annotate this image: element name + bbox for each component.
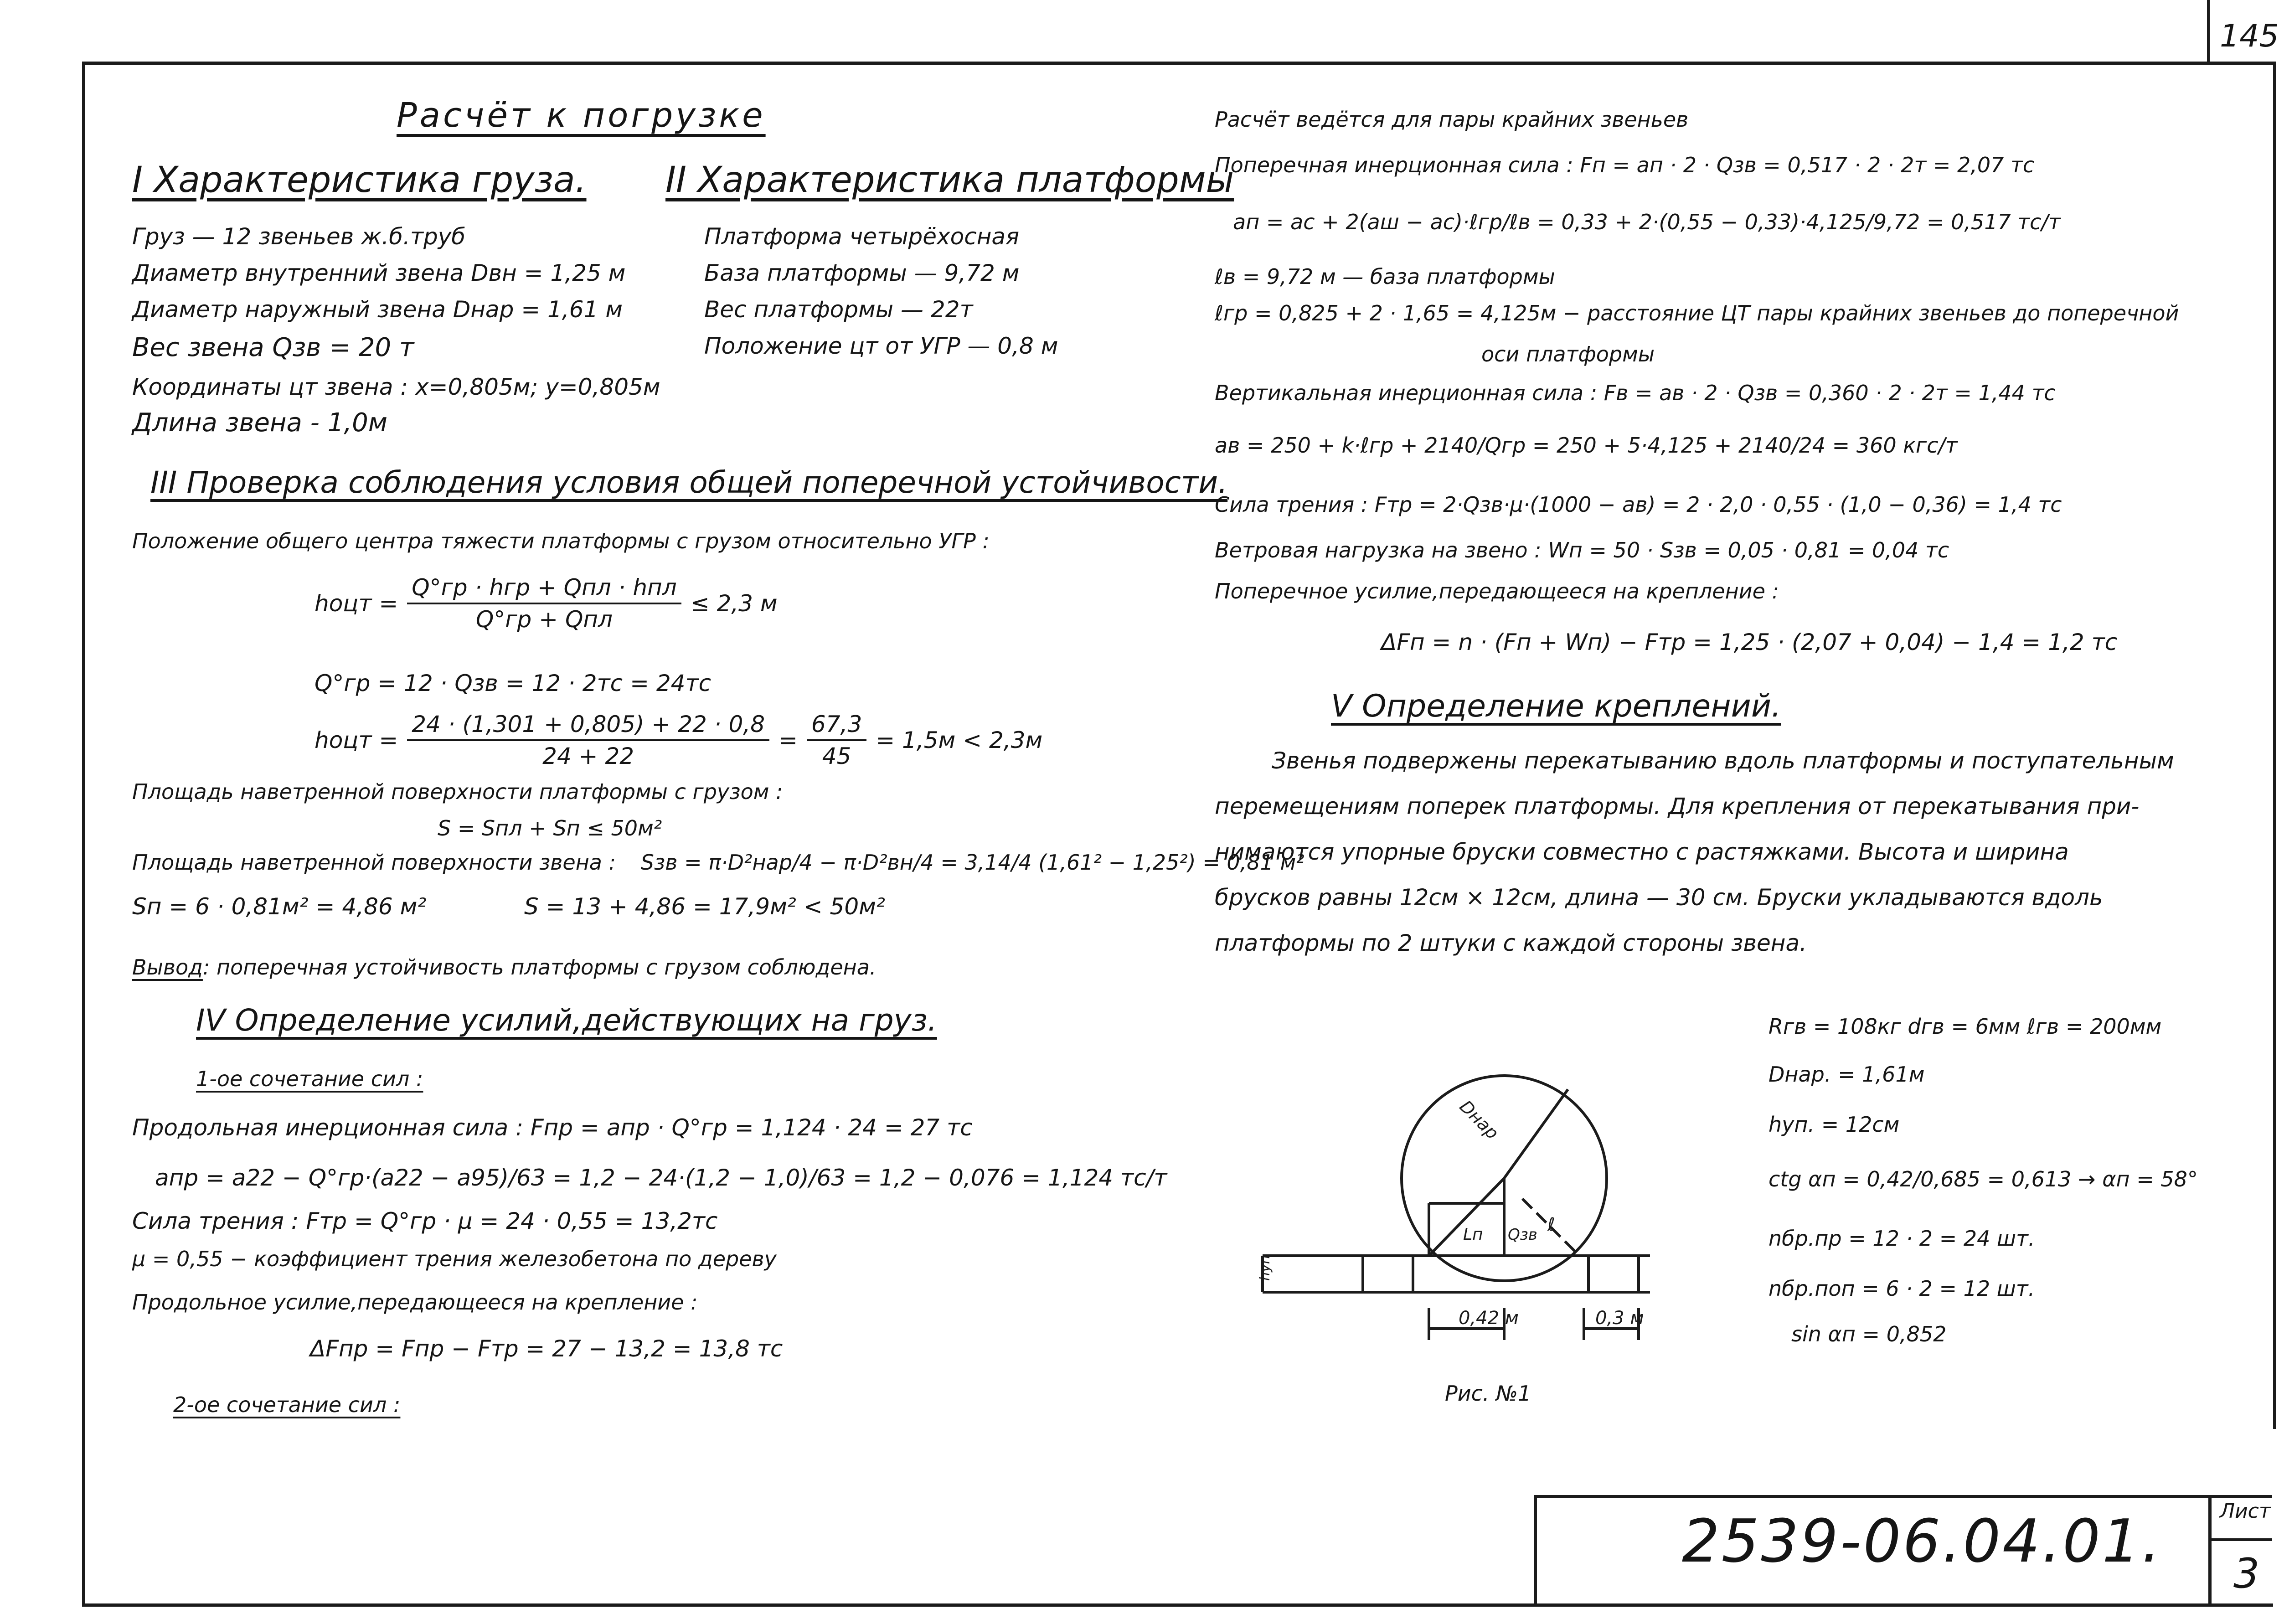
long-transfer: Продольное усилие,передающееся на крепление : [132,1290,698,1315]
right-line: оси платформы [1481,342,1655,366]
label-q: Qзв [1508,1226,1537,1244]
right-line: Вертикальная инерционная сила : Fв = aв · 2 · Qзв = 0,360 · 2 · 2т = 1,44 тс [1215,381,2056,405]
right-line: Ветровая нагрузка на звено : Wп = 50 · Sзв = 0,05 · 0,81 = 0,04 тс [1215,538,1949,562]
section-1-heading: I Характеристика груза. [132,160,587,201]
sec3-intro: Положение общего центра тяжести платформы с грузом относительно УГР : [132,529,990,553]
page-number-divider [2207,0,2210,62]
title-block-divider [2208,1495,2212,1607]
right-line: aп = ac + 2(aш − ac)·ℓгр/ℓв = 0,33 + 2·(0,55 − 0,33)·4,125/9,72 = 0,517 тс/т [1233,210,2061,234]
sec3-link-area [132,850,1304,875]
sec3-conclusion [132,955,877,980]
document-code: 2539-06.04.01. [1682,1506,2162,1576]
sec5-para-line: Звенья подвержены перекатыванию вдоль платформы и поступательным [1272,748,2174,774]
section-3-heading: III Проверка соблюдения условия общей поперечной устойчивости. [150,465,1228,500]
formula-rhs: ≤ 2,3 м [690,590,778,617]
sec5-para-line: брусков равны 12см × 12см, длина — 30 см. Бруски укладываются вдоль [1215,884,2103,911]
label-l: ℓ [1547,1214,1555,1235]
frame-right-border [2273,62,2276,1429]
param-line: sin αп = 0,852 [1791,1322,1947,1346]
formula-fraction [407,711,769,769]
formula-fraction [407,574,681,633]
sec5-para-line: перемещениям поперек платформы. Для крепления от перекатывания при- [1215,793,2140,820]
mu-note: μ = 0,55 − коэффициент трения железобетона по дереву [132,1247,777,1271]
sec2-line: Платформа четырёхосная [704,223,1020,250]
param-line: hуп. = 12см [1769,1112,1900,1137]
formula-rhs: = 1,5м < 2,3м [876,727,1043,753]
section-2-heading: II Характеристика платформы [665,160,1234,201]
apr-formula: aпр = a22 − Q°гр·(a22 − a95)/63 = 1,2 − 24·(1,2 − 1,0)/63 = 1,2 − 0,076 = 1,124 тс/т [155,1165,1167,1191]
param-line: Rгв = 108кг dгв = 6мм ℓгв = 200мм [1769,1014,2162,1039]
right-line: Расчёт ведётся для пары крайних звеньев [1215,107,1689,132]
conclusion-label: Вывод [132,955,203,980]
denominator: Q°гр + Qпл [475,606,613,633]
label-dnar: Dнар [1455,1096,1503,1144]
dim-042: 0,42 м [1459,1308,1519,1329]
page-number: 145 [2220,18,2279,54]
stop-bar-left [1363,1256,1413,1292]
sec1-line: Координаты цт звена : x=0,805м; y=0,805м [132,374,660,400]
formula-fraction [807,711,866,769]
formula-qgr: Q°гр = 12 · Qзв = 12 · 2тс = 24тс [315,670,712,696]
link-area-formula: Sзв = π·D²нар/4 − π·D²вн/4 = 3,14/4 (1,61² − 1,25²) = 0,81 м² [640,850,1304,875]
formula-lhs: hоцт = [315,590,398,617]
section-4-heading: IV Определение усилий,действующих на груз. [196,1003,937,1038]
right-line: aв = 250 + k·ℓгр + 2140/Qгр = 250 + 5·4,125 + 2140/24 = 360 кгс/т [1215,433,1958,458]
right-line: Поперечная инерционная сила : Fп = aп · 2 · Qзв = 0,517 · 2 · 2т = 2,07 тс [1215,153,2035,177]
right-line: ℓв = 9,72 м — база платформы [1215,264,1555,289]
stop-bar-right [1588,1256,1639,1292]
numerator: 67,3 [807,711,866,741]
sec2-line: Вес платформы — 22т [704,296,973,323]
section-5-heading: V Определение креплений. [1331,688,1781,724]
sheet-number: 3 [2233,1550,2260,1598]
label-ln: Lп [1463,1225,1483,1244]
drawing-frame [82,62,2273,1607]
sec2-line: База платформы — 9,72 м [704,260,1020,286]
param-line: nбр.пр = 12 · 2 = 24 шт. [1769,1226,2035,1251]
right-line: Сила трения : Fтр = 2·Qзв·μ·(1000 − aв) = 2 · 2,0 · 0,55 · (1,0 − 0,36) = 1,4 тс [1215,492,2062,517]
sec2-line: Положение цт от УГР — 0,8 м [704,333,1058,359]
figure-1-diagram [1249,1048,1682,1367]
param-line: ctg αп = 0,42/0,685 = 0,613 → αп = 58° [1769,1167,2198,1191]
conclusion-text: : поперечная устойчивость платформы с грузом соблюдена. [202,955,877,980]
sheet-cell-divider [2208,1538,2272,1541]
formula-eq: = [779,727,798,753]
link-area-text: Площадь наветренной поверхности звена : [132,850,616,875]
sec3-sn: Sп = 6 · 0,81м² = 4,86 м² [132,893,427,920]
sec3-area-formula: S = Sпл + Sп ≤ 50м² [438,816,662,840]
denominator: 24 + 22 [542,743,634,769]
delta-f-long: ΔFпр = Fпр − Fтр = 27 − 13,2 = 13,8 тс [310,1335,783,1362]
label-hup: hуп [1257,1255,1273,1281]
sec1-line: Груз — 12 звеньев ж.б.труб [132,223,466,250]
param-line: nбр.поп = 6 · 2 = 12 шт. [1769,1276,2035,1301]
sheet-label: Лист [2220,1500,2271,1523]
friction-force: Сила трения : Fтр = Q°гр · μ = 24 · 0,55 = 13,2тс [132,1208,718,1234]
formula-hocht [315,574,778,633]
denominator: 45 [822,743,851,769]
dim-03: 0,3 м [1595,1308,1644,1329]
long-force: Продольная инерционная сила : Fпр = aпр · Q°гр = 1,124 · 24 = 27 тс [132,1114,973,1141]
combination-1: 1-ое сочетание сил : [196,1067,423,1091]
right-line: Поперечное усилие,передающееся на крепление : [1215,579,1779,603]
numerator: 24 · (1,301 + 0,805) + 22 · 0,8 [407,711,769,741]
param-line: Dнар. = 1,61м [1769,1062,1925,1087]
formula-hocht-calc [315,711,1042,769]
sec3-area-text: Площадь наветренной поверхности платформы с грузом : [132,779,783,804]
sec5-para-line: платформы по 2 штуки с каждой стороны звена. [1215,930,1807,956]
figure-caption: Рис. №1 [1445,1381,1531,1406]
sec5-para-line: нимаются упорные бруски совместно с растяжками. Высота и ширина [1215,839,2069,865]
sec1-line: Диаметр наружный звена Dнар = 1,61 м [132,296,623,323]
combination-2: 2-ое сочетание сил : [173,1392,401,1417]
right-line: ℓгр = 0,825 + 2 · 1,65 = 4,125м − расстояние ЦТ пары крайних звеньев до поперечной [1215,301,2179,325]
right-line: ΔFп = n · (Fп + Wп) − Fтр = 1,25 · (2,07 + 0,04) − 1,4 = 1,2 тс [1381,629,2118,655]
page-title: Расчёт к погрузке [397,96,766,135]
sec1-line: Длина звена - 1,0м [132,408,387,438]
sec3-stotal: S = 13 + 4,86 = 17,9м² < 50м² [524,893,885,920]
formula-lhs: hоцт = [315,727,398,753]
numerator: Q°гр · hгр + Qпл · hпл [407,574,681,604]
sec1-line: Вес звена Qзв = 20 т [132,333,414,362]
sec1-line: Диаметр внутренний звена Dвн = 1,25 м [132,260,626,286]
